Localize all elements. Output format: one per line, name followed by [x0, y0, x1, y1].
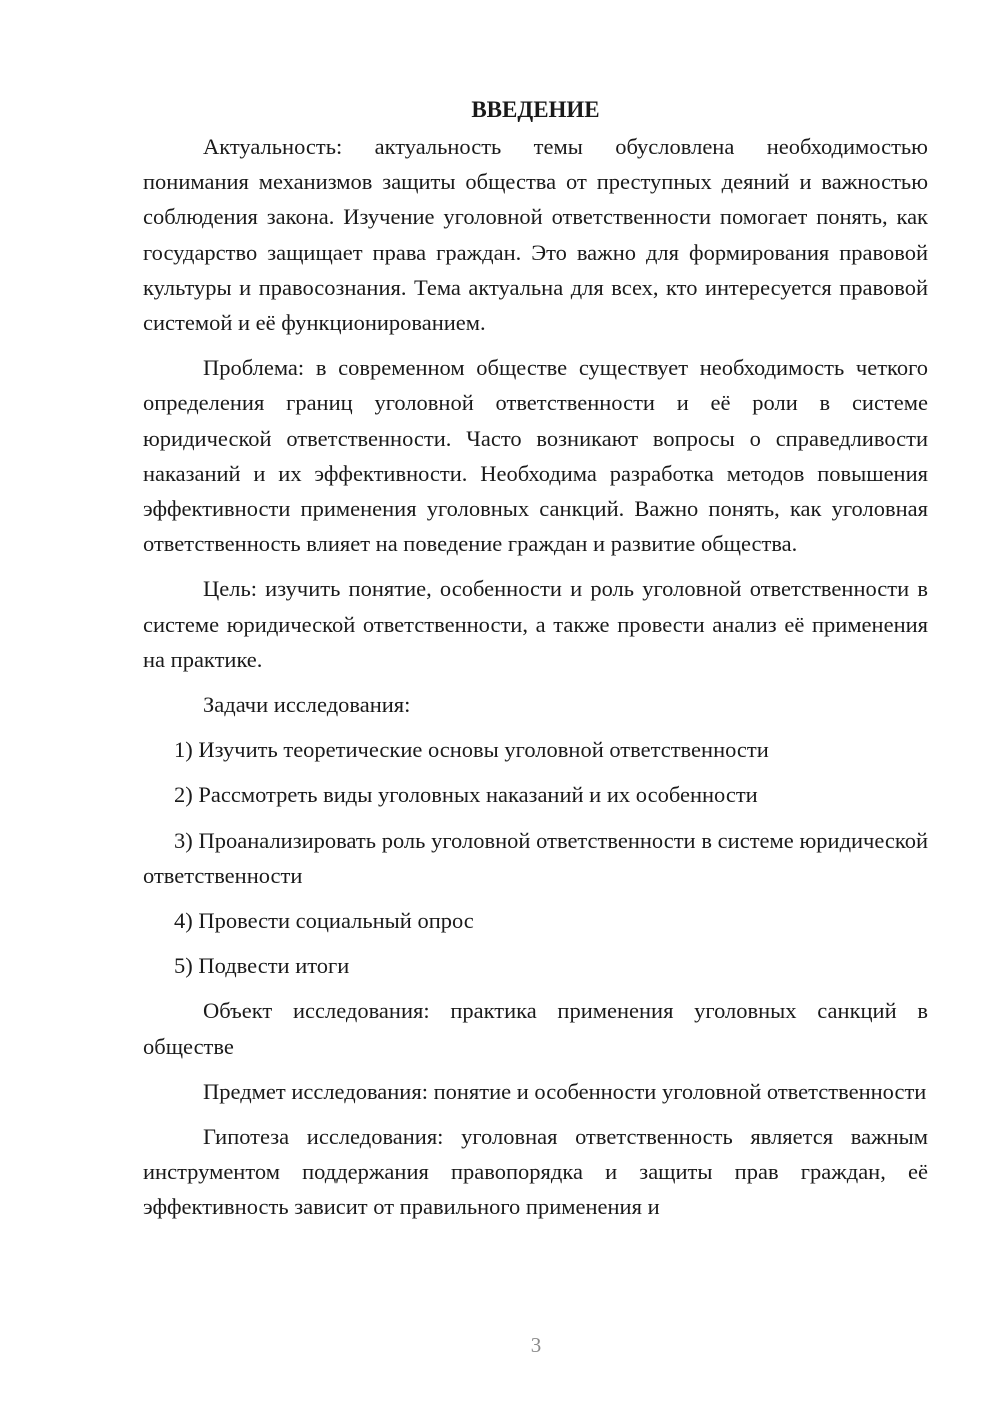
paragraph-subject: Предмет исследования: понятие и особенности уголовной ответственности: [203, 1078, 927, 1104]
task-item-2: 2) Рассмотреть виды уголовных наказаний и их особенности: [174, 782, 758, 808]
task-item-3: 3) Проанализировать роль уголовной ответственности в системе юридической ответственности: [143, 827, 928, 888]
paragraph-relevance: Актуальность: актуальность темы обусловлена необходимостью понимания механизмов защиты общества от преступных деяний и важностью соблюдения закона. Изучение уголовной ответственности помогает понять, как государство защищает права граждан. Это важно для формирования правовой культуры и правосознания. Тема актуальна для всех, кто интересуется правовой системой и её функционированием.: [143, 134, 928, 336]
paragraph-problem: Проблема: в современном обществе существует необходимость четкого определения границ уголовной ответственности и её роли в системе юридической ответственности. Часто возникают вопросы о справедливости наказаний и их эффективности. Необходима разработка методов повышения эффективности применения уголовных санкций. Важно понять, как уголовная ответственность влияет на поведение граждан и развитие общества.: [143, 355, 928, 557]
task-item-1: 1) Изучить теоретические основы уголовной ответственности: [174, 737, 769, 763]
paragraph-object: Объект исследования: практика применения уголовных санкций в обществе: [143, 998, 928, 1059]
paragraph-tasks-title: Задачи исследования:: [203, 692, 411, 718]
section-heading: ВВЕДЕНИЕ: [471, 97, 600, 122]
paragraph-goal: Цель: изучить понятие, особенности и роль уголовной ответственности в системе юридической ответственности, а также провести анализ её применения на практике.: [143, 576, 928, 672]
page-number: 3: [530, 1333, 542, 1357]
task-item-4: 4) Провести социальный опрос: [174, 908, 474, 934]
page-content: [143, 92, 928, 1235]
task-item-5: 5) Подвести итоги: [174, 953, 350, 979]
paragraph-hypothesis: Гипотеза исследования: уголовная ответственность является важным инструментом поддержания правопорядка и защиты прав граждан, её эффективность зависит от правильного применения и: [143, 1124, 928, 1220]
